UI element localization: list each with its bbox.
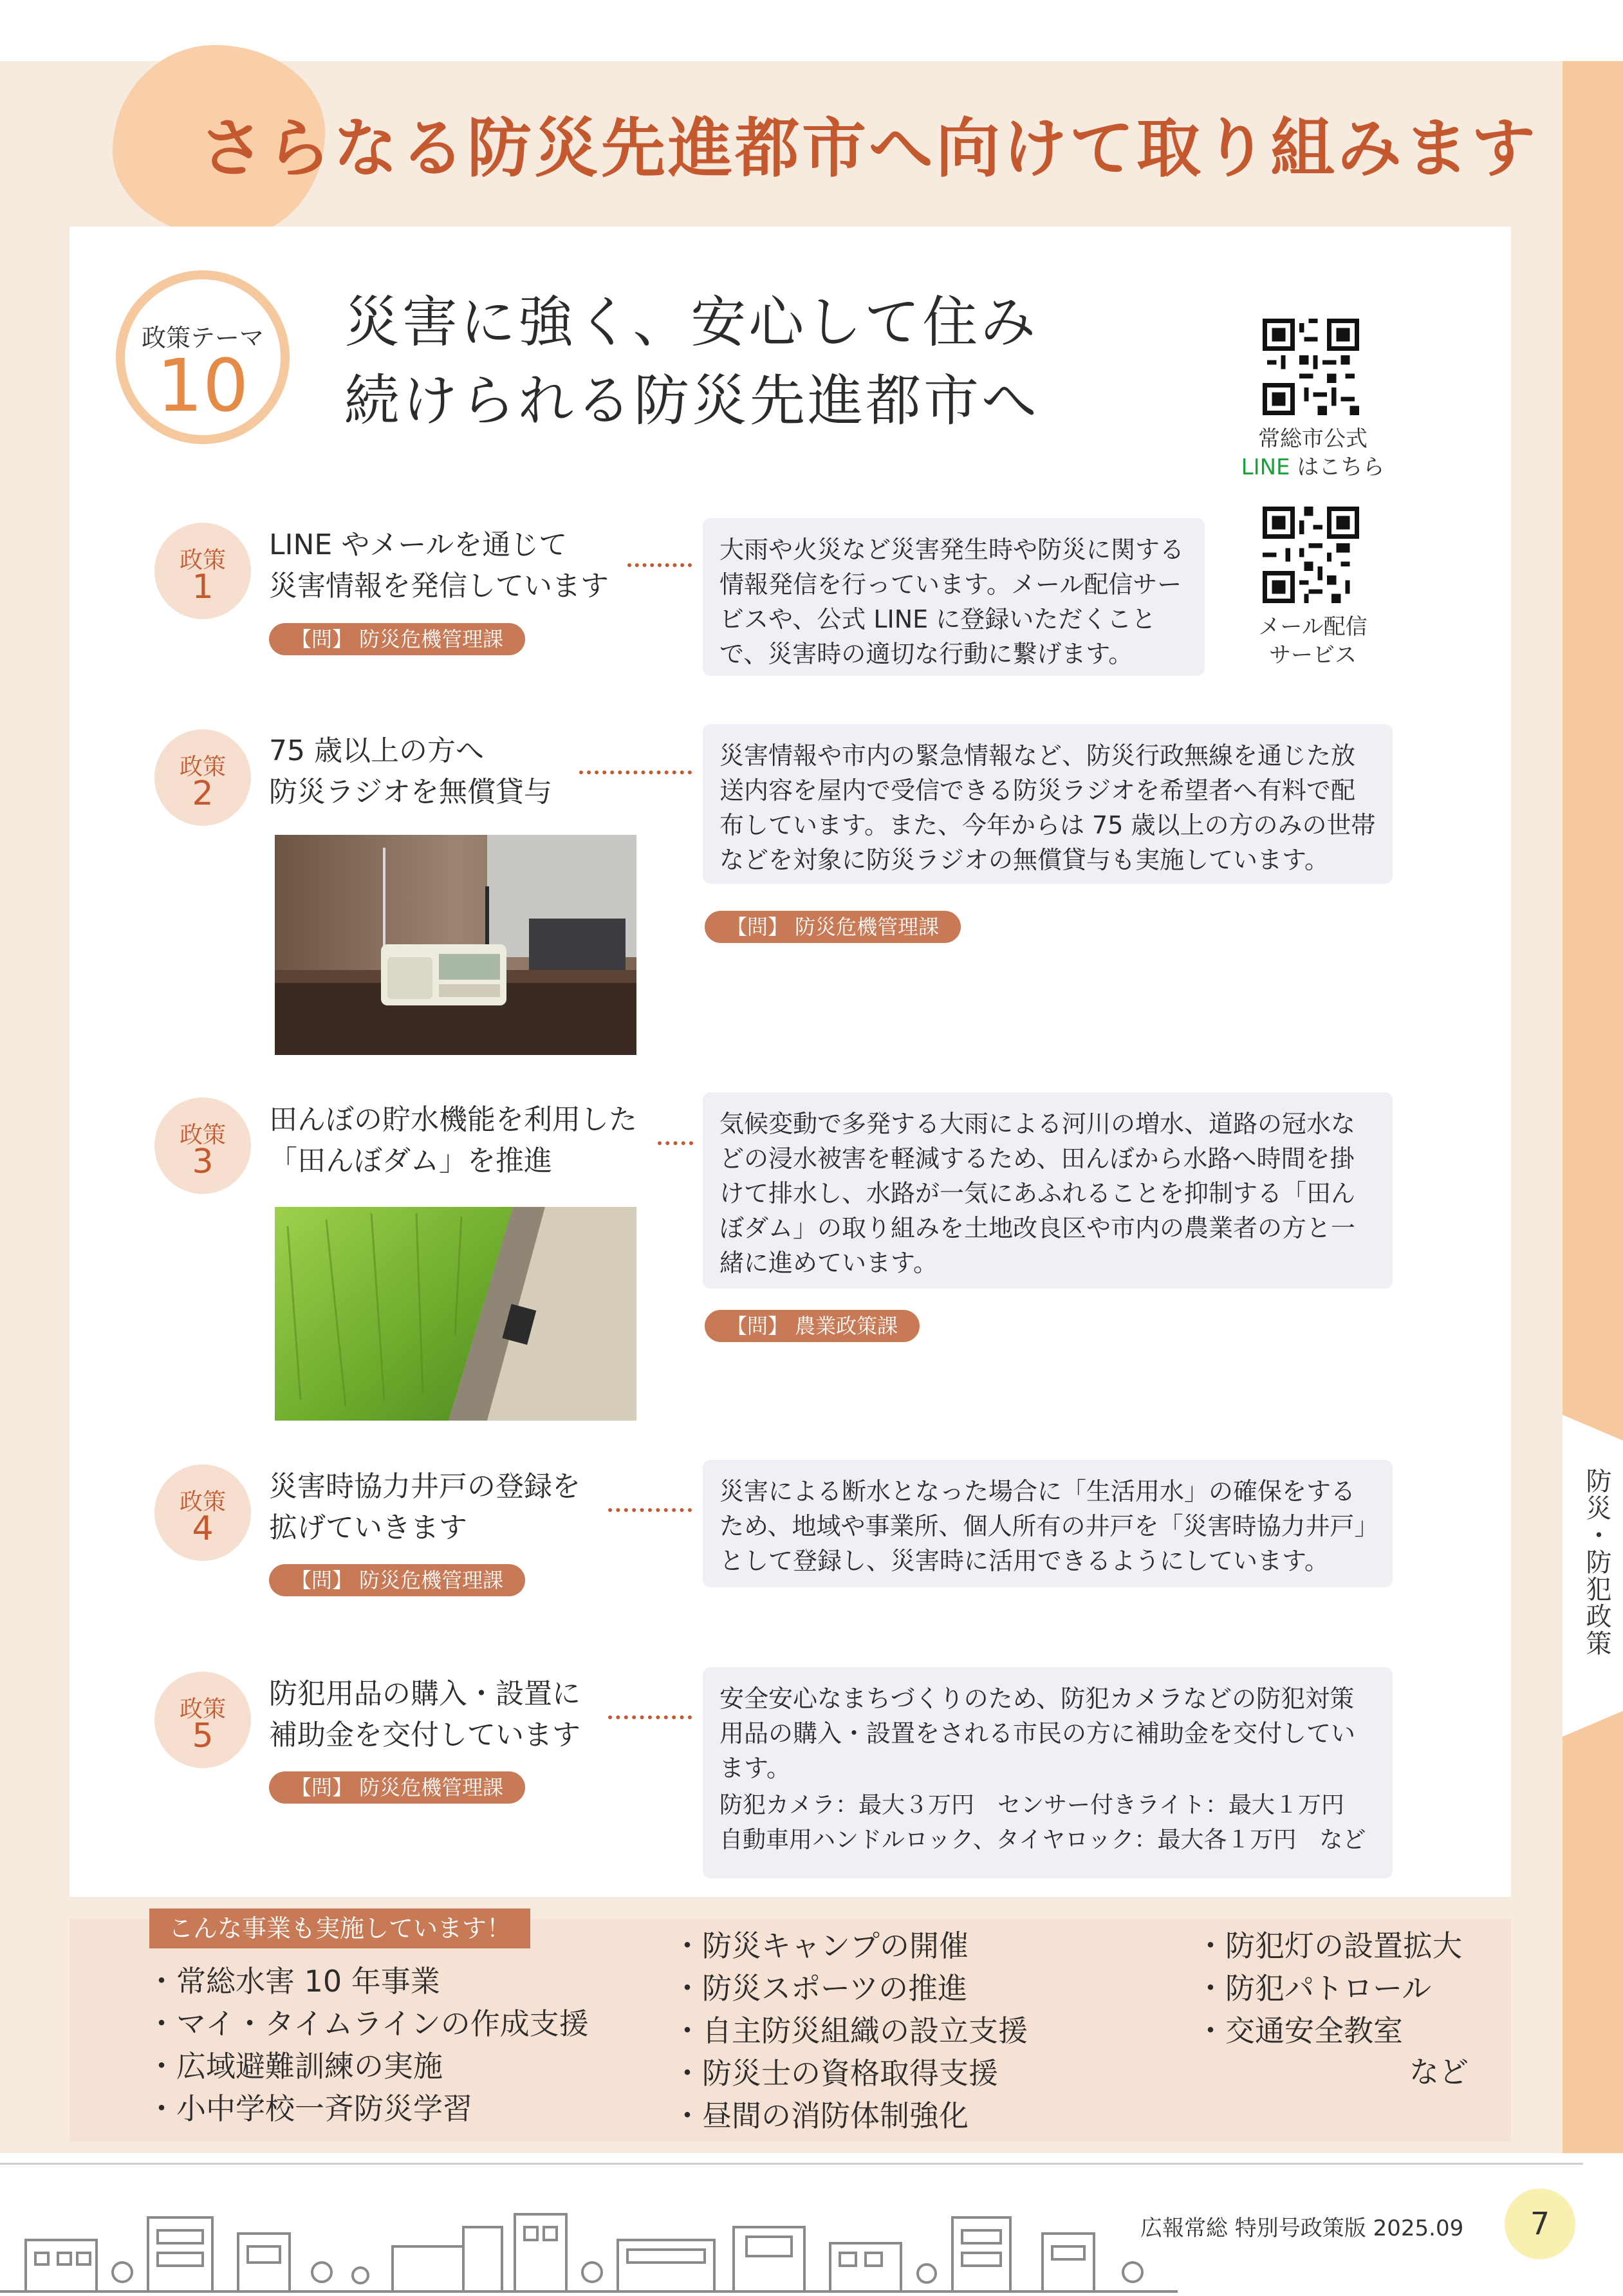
list-item: ・防災士の資格取得支援 [672,2056,998,2091]
line-qr-code[interactable] [1263,319,1359,415]
policy-4-description: 災害による断水となった場合に「生活用水」の確保をするため、地域や事業所、個人所有の井戸を「災害時協力井戸」として登録し、災害時に活用できるようにしています。 [703,1460,1393,1587]
page-number: 7 [1505,2189,1575,2259]
list-item: ・常総水害 10 年事業 [147,1964,440,1999]
policy-4-title: 災害時協力井戸の登録を 拡げていきます [269,1470,580,1544]
policy-2-contact: 【問】 防災危機管理課 [705,911,961,943]
rice-paddy-dam-photo [275,1207,636,1421]
theme-title-line2: 続けられる防災先進都市へ [344,369,1039,433]
policy-4-badge: 政策 4 [154,1464,251,1561]
townscape-illustration [0,2201,1178,2296]
policy-3-badge: 政策 3 [154,1097,251,1194]
list-item: ・昼間の消防体制強化 [672,2098,969,2133]
policy-2-title: 75 歳以上の方へ 防災ラジオを無償貸与 [269,734,552,808]
policy-3-title: 田んぼの貯水機能を利用した 「田んぼダム」を推進 [269,1103,637,1177]
policy-1-badge: 政策 1 [154,523,251,619]
extra-projects-col3 [1196,1925,1462,2052]
publication-info: 広報常総 特別号政策版 2025.09 [1140,2216,1464,2241]
policy-4-contact: 【問】 防災危機管理課 [269,1564,525,1596]
theme-number: 10 [156,344,249,428]
policy-3-connector [658,1141,693,1145]
line-accent-text: LINE [1241,454,1290,480]
theme-title-line1: 災害に強く、安心して住み [344,290,1039,355]
side-tab [1563,61,1623,2153]
extra-projects-etc: など [1409,2055,1469,2089]
policy-2-badge: 政策 2 [154,729,251,826]
list-item: ・交通安全教室 [1196,2013,1403,2048]
extra-projects-col2 [672,1925,1028,2137]
policy-1-contact: 【問】 防災危機管理課 [269,623,525,655]
policy-5-detail-1: 防犯カメラ：最大３万円 センサー付きライト：最大１万円 [719,1792,1344,1818]
policy-2-description: 災害情報や市内の緊急情報など、防災行政無線を通じた放送内容を屋内で受信できる防災ラジオを希望者へ有料で配布しています。また、今年からは 75 歳以上の方のみの世帯などを対象に防災ラジオの無償貸与も実施しています。 [703,724,1393,884]
theme-label: 政策テーマ [141,324,264,352]
policy-5-contact: 【問】 防災危機管理課 [269,1771,525,1804]
mail-qr-caption: メール配信 サービス [1258,614,1368,668]
list-item: ・防災キャンプの開催 [672,1928,969,1963]
policy-4-connector [608,1508,692,1512]
theme-badge [116,270,290,444]
extra-projects-col1 [147,1960,589,2130]
footer-divider [0,2163,1583,2165]
policy-5-connector [608,1715,692,1719]
policy-2-connector [579,770,692,774]
policy-1-connector [627,563,692,567]
list-item: ・防災スポーツの推進 [672,1971,968,2006]
list-item: ・防犯灯の設置拡大 [1196,1928,1462,1963]
list-item: ・マイ・タイムラインの作成支援 [147,2006,589,2041]
policy-3-contact: 【問】 農業政策課 [705,1310,920,1342]
list-item: ・防犯パトロール [1196,1971,1432,2006]
page-title: さらなる防災先進都市へ向けて取り組みます [199,111,1538,186]
side-tab-label: 防災・防犯政策 [1582,1468,1611,1657]
policy-5-detail-2: 自動車用ハンドルロック、タイヤロック：最大各１万円 など [719,1827,1366,1853]
policy-1-title: LINE やメールを通じて 災害情報を発信しています [269,528,609,602]
list-item: ・自主防災組織の設立支援 [672,2013,1028,2048]
disaster-radio-photo [275,835,636,1055]
list-item: ・広域避難訓練の実施 [147,2049,443,2084]
policy-5-description [703,1667,1393,1878]
policy-5-title: 防犯用品の購入・設置に 補助金を交付しています [269,1677,580,1751]
extra-projects-heading: こんな事業も実施しています！ [149,1909,530,1948]
policy-5-badge: 政策 5 [154,1672,251,1768]
policy-5-description-text: 安全安心なまちづくりのため、防犯カメラなどの防犯対策用品の購入・設置をされる市民の方に補助金を交付しています。 [719,1685,1356,1782]
policy-1-description: 大雨や火災など災害発生時や防災に関する情報発信を行っています。メール配信サービスや、公式 LINE に登録いただくことで、災害時の適切な行動に繋げます。 [703,518,1205,676]
line-qr-caption: 常総市公式 LINE はこちら [1241,426,1385,480]
theme-title [344,283,1039,440]
policy-3-description: 気候変動で多発する大雨による河川の増水、道路の冠水などの浸水被害を軽減するため、田んぼから水路へ時間を掛けて排水し、水路が一気にあふれることを抑制する「田んぼダム」の取り組みを土地改良区や市内の農業者の方と一緒に進めています。 [703,1092,1393,1289]
list-item: ・小中学校一斉防災学習 [147,2091,472,2126]
mail-qr-code[interactable] [1263,507,1359,603]
